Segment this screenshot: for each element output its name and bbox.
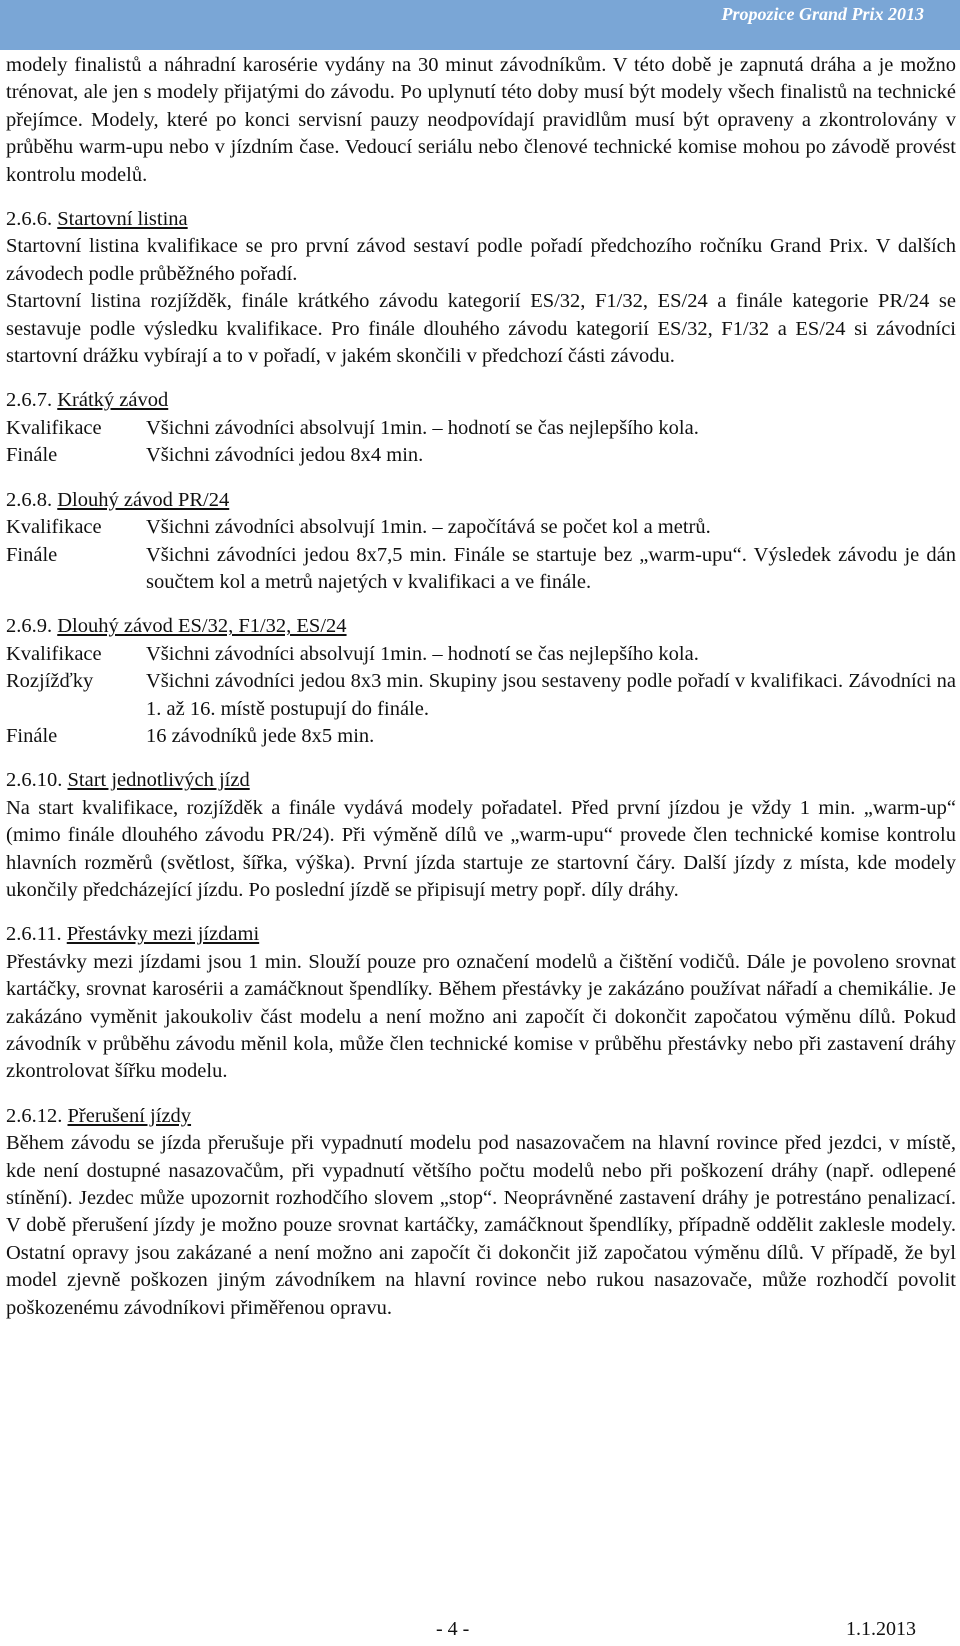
section-title: Přerušení jízdy (67, 1104, 192, 1127)
rule-row (6, 641, 956, 668)
paragraph: Během závodu se jízda přerušuje při vypadnutí modelu pod nasazovačem na hlavní rovince před jezdci, v místě, kde není dostupné nasazovačům, při vypadnutí většího počtu modelů nebo při poškození dráhy (např. odlepené stínění). Jezdec může upozornit rozhodčího slovem „stop“. Neoprávněné zastavení dráhy je potrestáno penalizací. V době přerušení jízdy je možno pouze srovnat kartáčky, zamáčknout špendlíky, případně oddělit zaklesle modely. Ostatní opravy jsou zakázané a není možno ani započít či dokončit již započatou výměnu dílů. V případě, že byl model zjevně poškozen jiným závodníkem na hlavní rovince nebo rukou nasazovače, může rozhodčí povolit poškozenému závodníkovi přiměřenou opravu. (6, 1132, 956, 1319)
rule-text: Všichni závodníci jedou 8x7,5 min. Finále se startuje bez „warm-upu“. Výsledek závodu je dán součtem kol a metrů najetých v kvalifikaci a ve finále. (146, 543, 956, 593)
header-title: Propozice Grand Prix 2013 (721, 4, 924, 24)
section-number: 2.6.12. (6, 1104, 63, 1127)
rule-row (6, 542, 956, 597)
paragraph: Startovní listina rozjížděk, finále krátkého závodu kategorií ES/32, F1/32, ES/24 a finále kategorie PR/24 se sestavuje podle výsledku kvalifikace. Pro finále dlouhého závodu kategorií ES/32, F1/32 a ES/24 si závodníci startovní drážku vybírají a to v pořadí, v jakém skončili v předchozí části závodu. (6, 290, 956, 368)
rule-text: Všichni závodníci jedou 8x4 min. (146, 444, 424, 467)
section-title: Dlouhý závod PR/24 (57, 488, 230, 511)
section-title: Startovní listina (57, 208, 188, 231)
rule-row (6, 668, 956, 723)
section-number: 2.6.9. (6, 615, 53, 638)
paragraph: Přestávky mezi jízdami jsou 1 min. Slouží pouze pro označení modelů a čištění vodičů. Dále je povoleno srovnat kartáčky, srovnat karosérii a zamáčknout špendlíky. Během přestávky je zakázáno používat nářadí a chemikálie. Je zakázáno vyměnit jakoukoliv část modelu a není možno ani započít či dokončit započatou výměnu dílů. Pokud závodník v průběhu závodu měnil kola, může člen technické komise v průběhu přestávky nebo při zastavení dráhy zkontrolovat šířku modelu. (6, 950, 956, 1083)
section-number: 2.6.11. (6, 923, 62, 946)
section-number: 2.6.6. (6, 208, 53, 231)
section-heading-2-6-10 (6, 767, 956, 794)
section-heading-2-6-9 (6, 613, 956, 640)
section-heading-2-6-11 (6, 921, 956, 948)
section-heading-2-6-12 (6, 1103, 956, 1130)
paragraph: Na start kvalifikace, rozjížděk a finále vydává modely pořadatel. Před první jízdou je vždy 1 min. „warm-up“ (mimo finále dlouhého závodu PR/24). Při výměně dílů ve „warm-upu“ provede člen technické komise kontrolu hlavních rozměrů (světlost, šířka, výška). První jízda startuje ze startovní čáry. Další jízdy z místa, kde modely ukončily předcházející jízdu. Po poslední jízdě se připisují metry popř. díly dráhy. (6, 796, 956, 901)
rule-text: Všichni závodníci absolvují 1min. – hodnotí se čas nejlepšího kola. (146, 416, 699, 439)
section-heading-2-6-7 (6, 387, 956, 414)
paragraph: Startovní listina kvalifikace se pro první závod sestaví podle pořadí předchozího ročníku Grand Prix. V dalších závodech podle průběžného pořadí. (6, 235, 956, 285)
rule-label: Kvalifikace (6, 416, 102, 439)
intro-paragraph: modely finalistů a náhradní karosérie vydány na 30 minut závodníkům. V této době je zapnutá dráha a je možno trénovat, ale jen s modely přijatými do závodu. Po uplynutí této doby musí být modely všech finalistů na technické přejímce. Modely, které po konci servisní pauzy neodpovídají pravidlům musí být opraveny a zkontrolovány v průběhu warm-upu nebo v jízdním čase. Vedoucí seriálu nebo členové technické komise mohou po závodě provést kontrolu modelů. (6, 54, 956, 186)
rule-row (6, 514, 956, 541)
rule-label: Finále (6, 724, 58, 747)
rule-text: Všichni závodníci absolvují 1min. – hodnotí se čas nejlepšího kola. (146, 642, 699, 665)
page-number: - 4 - (436, 1618, 470, 1640)
section-title: Krátký závod (57, 389, 169, 412)
rule-label: Kvalifikace (6, 516, 102, 539)
section-title: Start jednotlivých jízd (67, 769, 250, 792)
rule-label: Finále (6, 543, 58, 566)
rule-label: Kvalifikace (6, 642, 102, 665)
rule-label: Finále (6, 444, 58, 467)
section-number: 2.6.7. (6, 389, 53, 412)
rule-text: Všichni závodníci absolvují 1min. – započítává se počet kol a metrů. (146, 516, 711, 539)
rule-row (6, 442, 956, 469)
header-bar (0, 0, 960, 50)
section-title: Dlouhý závod ES/32, F1/32, ES/24 (57, 615, 347, 638)
section-heading-2-6-6 (6, 206, 956, 233)
section-heading-2-6-8 (6, 487, 956, 514)
rule-row (6, 415, 956, 442)
rule-text: Všichni závodníci jedou 8x3 min. Skupiny jsou sestaveny podle pořadí v kvalifikaci. Závodníci na 1. až 16. místě postupují do finále. (146, 670, 956, 720)
rule-row (6, 723, 956, 750)
section-number: 2.6.10. (6, 769, 63, 792)
footer-date: 1.1.2013 (846, 1618, 916, 1640)
rule-label: Rozjížďky (6, 670, 94, 693)
rule-text: 16 závodníků jede 8x5 min. (146, 724, 375, 747)
document-body (6, 52, 956, 1322)
section-number: 2.6.8. (6, 488, 53, 511)
section-title: Přestávky mezi jízdami (66, 923, 260, 946)
